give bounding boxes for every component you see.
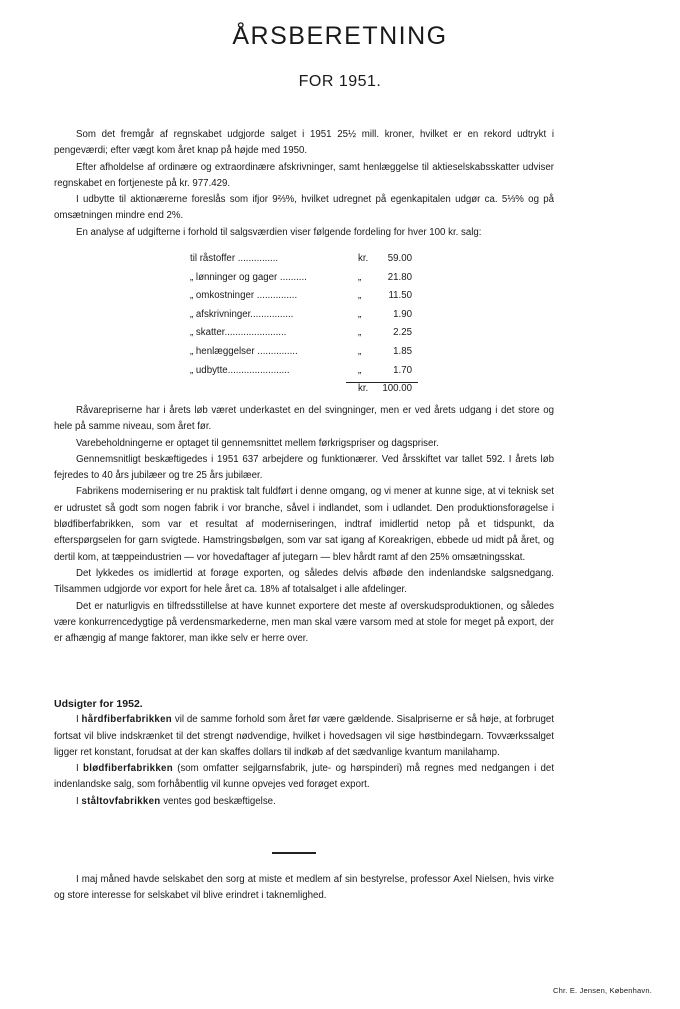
outlook-text: (som omfatter sejlgarnsfabrik, jute- og hørspinderi) må regnes med nedgangen i det indenlandske salg, som forhåbentlig vil kunne opvejes ved forøget export. — [54, 763, 555, 791]
body-paragraph: Gennemsnitligt beskæftigedes i 1951 637 arbejdere og funktionærer. Ved årsskiftet var tallet 592. I årets løb fejredes to 40 års jubilæer og tre 25 års jubilæer. — [54, 453, 554, 482]
body-paragraph: Fabrikens modernisering er nu praktisk talt fuldført i denne omgang, og vi mener at kunne sige, at vi teknisk set er udrustet så godt som nogen fabrik i vor branche, såvel i indlandet, som i udlandet. Den produktionsforøgelse i blødfiberfabrikken, som var et resultat af moderniseringen, indtraf imidlertid netop på et tidspunkt, da efterspørgselen for garn svigtede. Hamstringsbølgen, som var sat igang af Koreakrigen, ebbede ud midt på året, og dertil kom, at tæppeindustrien — vor hovedaftager af jutegarn — blev hårdt ramt af den 25% omsætningsskat. — [54, 486, 554, 563]
expense-label: „ afskrivninger................ — [190, 308, 294, 320]
intro-paragraph: En analyse af udgifterne i forhold til salgsværdien viser følgende fordeling for hver 100 kr. salg: — [76, 226, 482, 238]
expense-label: „ udbytte....................... — [190, 364, 290, 376]
outlook-prefix: I — [76, 763, 83, 775]
expense-amount: 59.00 — [387, 253, 412, 264]
outlook-prefix: I — [76, 714, 82, 726]
expense-label: „ lønninger og gager .......... — [190, 271, 307, 283]
expense-label: „ skatter....................... — [190, 327, 287, 339]
intro-paragraph: I udbytte til aktionærerne foreslås som ifjor 9⅔%, hvilket udregnet på egenkapitalen udgør ca. 5⅓% og på omsætningen mindre end 2%. — [54, 194, 554, 222]
expense-amount: 21.80 — [387, 271, 412, 283]
memorial-paragraph: I maj måned havde selskabet den sorg at miste et medlem af sin bestyrelse, professor Axel Nielsen, hvis virke og store interesse for selskabet vil blive erindret i taknemlighed. — [54, 874, 554, 902]
expense-row — [190, 309, 420, 328]
outlook-heading: Udsigter for 1952. — [54, 698, 143, 710]
expense-amount: 2.25 — [393, 327, 412, 339]
expense-total-amount: 100.00 — [382, 383, 412, 395]
expense-amount: 1.85 — [393, 345, 412, 357]
outlook-paragraph — [54, 794, 554, 810]
expense-currency: „ — [358, 290, 362, 302]
memorial-section — [54, 872, 554, 905]
outlook-text: ventes god beskæftigelse. — [160, 795, 276, 807]
expense-row — [190, 346, 420, 365]
intro-paragraph: Efter afholdelse af ordinære og extraordinære afskrivninger, samt henlæggelse til aktieselskabsskatter udviser regnskabet en fortjeneste på kr. 977.429. — [54, 161, 554, 189]
body-paragraph: Råvarepriserne har i årets løb været underkastet en del svingninger, men er ved årets udgang i det store og hele på samme niveau, som året før. — [54, 405, 554, 433]
outlook-division-name: ståltovfabrikken — [81, 795, 161, 807]
expense-amount: 1.90 — [393, 308, 412, 320]
section-divider — [272, 852, 316, 854]
report-subtitle: FOR 1951. — [298, 73, 382, 90]
outlook-paragraph — [54, 761, 554, 794]
expense-amount: 1.70 — [393, 364, 412, 376]
expense-total-row — [190, 383, 420, 402]
expense-row — [190, 272, 420, 291]
expense-label: til råstoffer ............... — [190, 253, 279, 264]
report-title: ÅRSBERETNING — [232, 22, 448, 50]
expense-total-currency: kr. — [358, 383, 369, 395]
expense-currency: „ — [358, 271, 362, 283]
expense-currency: „ — [358, 308, 362, 320]
expense-amount: 11.50 — [388, 290, 412, 302]
outlook-prefix: I — [76, 795, 82, 807]
outlook-section — [54, 696, 554, 810]
expense-row — [190, 327, 420, 346]
expense-currency: kr. — [358, 253, 369, 264]
expense-currency: „ — [358, 364, 362, 376]
expense-label: „ henlæggelser ............... — [190, 345, 298, 357]
expense-row — [190, 290, 420, 309]
expense-table — [190, 253, 420, 402]
body-paragraph: Varebeholdningerne er optaget til gennemsnittet mellem førkrigspriser og dagspriser. — [76, 437, 439, 449]
expense-row — [190, 253, 420, 272]
outlook-division-name: blødfiberfabrikken — [83, 763, 173, 775]
intro-section — [54, 127, 554, 241]
body-paragraph: Det lykkedes os imidlertid at forøge exporten, og således delvis afbøde den indenlandske salgsnedgang. Tilsammen udgjorde vor export for hele året ca. 18% af totalsalget i alle afdelinger. — [54, 567, 554, 596]
operations-section — [54, 403, 554, 647]
expense-currency: „ — [358, 327, 362, 339]
body-paragraph: Det er naturligvis en tilfredsstillelse at have kunnet exportere det meste af overskudsproduktionen, og således være konkurrencedygtige på verdensmarkederne, men man skal være varsom med at stole for meget på export, der er afhængig af mange faktorer, man ikke selv er herre over. — [54, 600, 554, 645]
printer-credit: Chr. E. Jensen, København. — [552, 986, 652, 995]
expense-currency: „ — [358, 345, 362, 357]
intro-paragraph: Som det fremgår af regnskabet udgjorde salget i 1951 25½ mill. kroner, hvilket er en rekord udtrykt i pengeværdi; efter vægt kom året knap på højde med 1950. — [54, 129, 554, 157]
expense-row — [190, 365, 420, 384]
outlook-division-name: hårdfiberfabrikken — [81, 714, 173, 726]
outlook-paragraph — [54, 712, 554, 761]
outlook-text: vil de samme forhold som året før være gældende. Sisalpriserne er så høje, at forbruget fortsat vil blive indskrænket til det strengt nødvendige, hvilket i hovedsagen vil sige høstbindegarn. Tovværkssalget ligger ret konstant, forudsat at der kan skaffes dollars til indkøb af det sædvanlige kvantum manilahamp. — [54, 714, 554, 758]
expense-label: „ omkostninger ............... — [190, 290, 298, 302]
